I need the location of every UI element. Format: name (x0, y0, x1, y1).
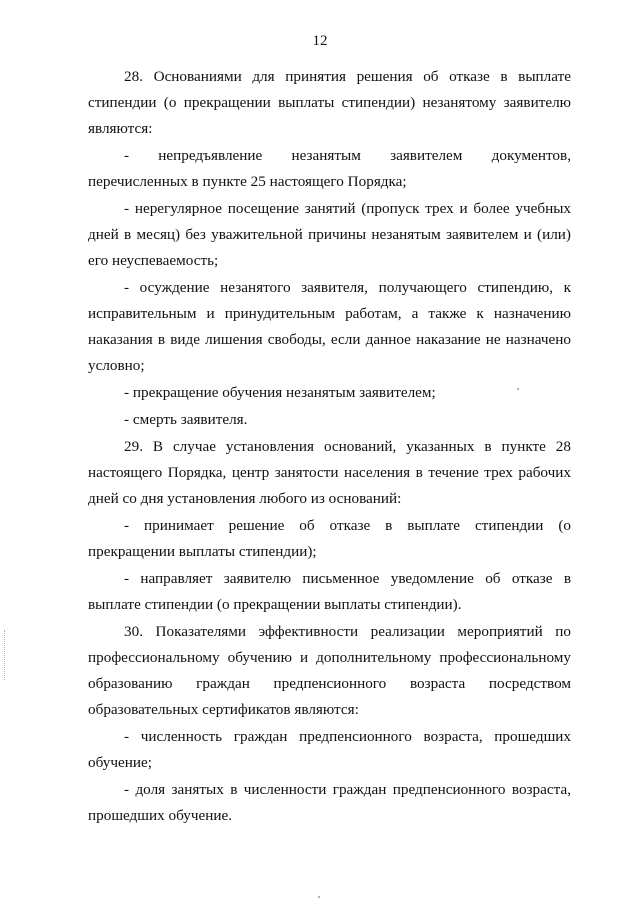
paragraph-30: 30. Показателями эффективности реализации мероприятий по профессиональному обучению и дополнительному профессиональному образованию граждан предпенсионного возраста посредством образовательных сертификатов являются: (88, 623, 571, 718)
list-item-documents-not-provided: - непредъявление незанятым заявителем документов, перечисленных в пункте 25 настоящего Порядка; (88, 147, 571, 190)
scan-speck (318, 896, 320, 898)
scan-margin-mark (4, 630, 6, 680)
list-item-death: - смерть заявителя. (124, 411, 248, 428)
list-item-training-terminated: - прекращение обучения незанятым заявителем; (124, 384, 436, 401)
paragraph-29: 29. В случае установления оснований, указанных в пункте 28 настоящего Порядка, центр занятости населения в течение трех рабочих дней со дня установления любого из оснований: (88, 438, 571, 507)
paragraph-28: 28. Основаниями для принятия решения об отказе в выплате стипендии (о прекращении выплаты стипендии) незанятому заявителю являются: (88, 68, 571, 137)
document-body (88, 64, 571, 829)
list-item-irregular-attendance: - нерегулярное посещение занятий (пропуск трех и более учебных дней в месяц) без уважительной причины незанятым заявителем и (или) его неуспеваемость; (88, 200, 571, 269)
list-item-number-trained: - численность граждан предпенсионного возраста, прошедших обучение; (88, 728, 571, 771)
scan-speck (517, 388, 519, 390)
list-item-share-employed: - доля занятых в численности граждан предпенсионного возраста, прошедших обучение. (88, 781, 571, 824)
list-item-conviction: - осуждение незанятого заявителя, получающего стипендию, к исправительным и принудительным работам, а также к назначению наказания в виде лишения свободы, если данное наказание не назначено условно; (88, 279, 571, 374)
page-number: 12 (312, 33, 328, 49)
list-item-notification: - направляет заявителю письменное уведомление об отказе в выплате стипендии (о прекращении выплаты стипендии). (88, 570, 571, 613)
list-item-decision-refusal: - принимает решение об отказе в выплате стипендии (о прекращении выплаты стипендии); (88, 517, 571, 560)
